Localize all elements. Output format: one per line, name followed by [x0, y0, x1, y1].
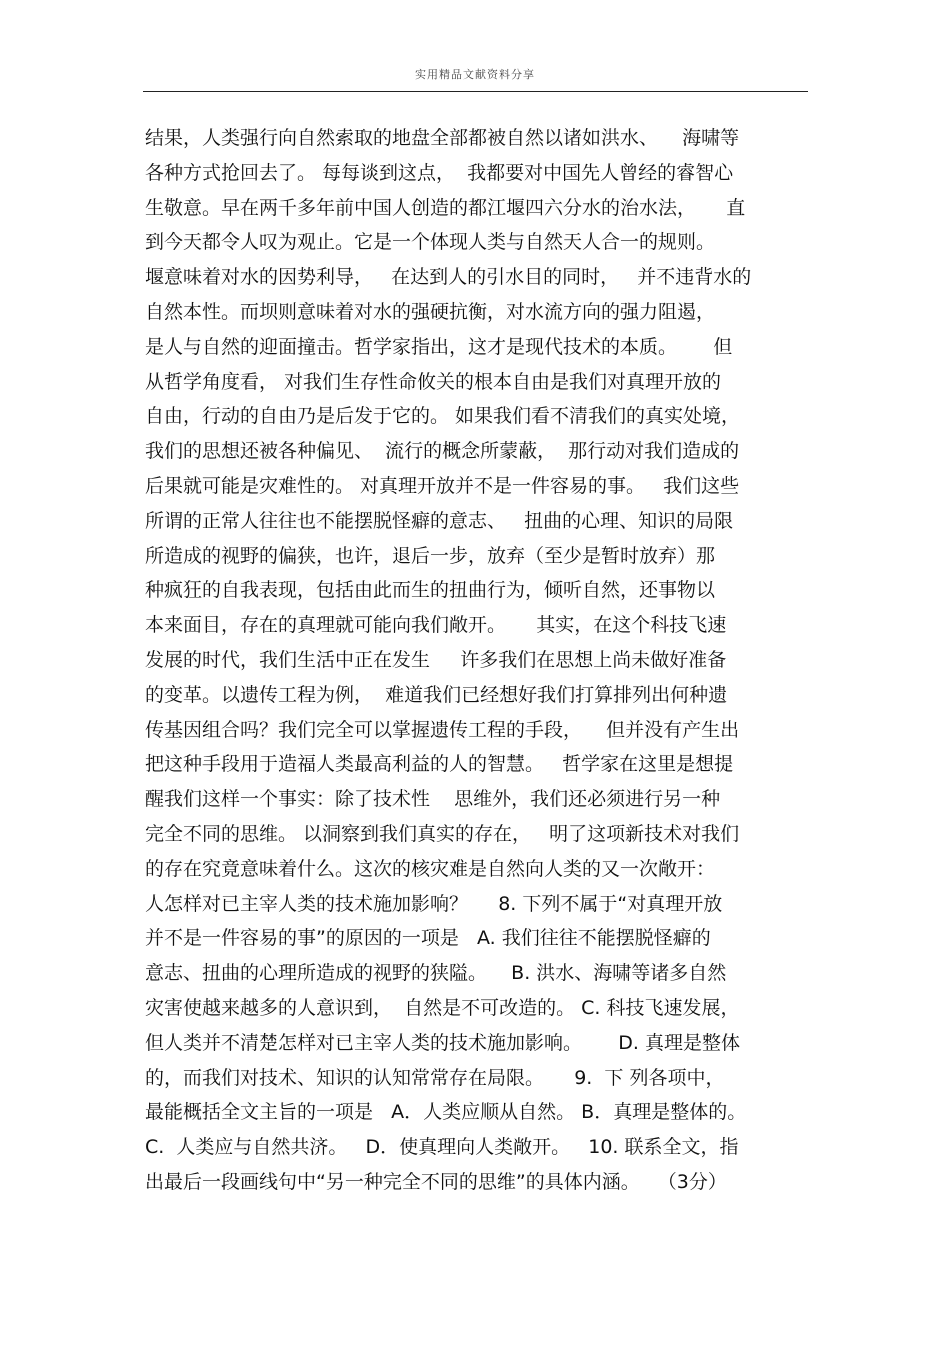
question-8-line: 人怎样对已主宰人类的技术施加影响？ 8. 下列不属于“对真理开放 — [145, 892, 723, 915]
text-line: 醒我们这样一个事实：除了技术性 思维外，我们还必须进行另一种 — [145, 788, 721, 811]
question-9-line: 最能概括全文主旨的一项是 A．人类应顺从自然。 B．真理是整体的。 — [145, 1101, 747, 1124]
header-divider — [143, 91, 808, 92]
text-line: 的变革。以遗传工程为例， 难道我们已经想好我们打算排列出何种遗 — [145, 683, 728, 706]
text-line: 本来面目，存在的真理就可能向我们敞开。 其实，在这个科技飞速 — [145, 614, 727, 637]
text-line: 是人与自然的迎面撞击。哲学家指出，这才是现代技术的本质。 但 — [145, 335, 733, 358]
document-body — [145, 121, 810, 1200]
question-9-line: 的，而我们对技术、知识的认知常常存在局限。 9. 下 列各项中， — [145, 1066, 725, 1089]
text-line: 所谓的正常人往往也不能摆脱怪癖的意志、 扭曲的心理、知识的局限 — [145, 509, 734, 532]
text-line: 把这种手段用于造福人类最高利益的人的智慧。 哲学家在这里是想提 — [145, 753, 734, 776]
text-line: 后果就可能是灾难性的。 对真理开放并不是一件容易的事。 我们这些 — [145, 474, 740, 497]
question-8-line: 意志、扭曲的心理所造成的视野的狭隘。 B. 洪水、海啸等诸多自然 — [145, 962, 727, 985]
page-header-title: 实用精品文献资料分享 — [415, 68, 535, 81]
text-line: 所造成的视野的偏狭，也许，退后一步，放弃（至少是暂时放弃）那 — [145, 544, 716, 567]
text-line: 生敬意。早在两千多年前中国人创造的都江堰四六分水的治水法， 直 — [145, 196, 746, 219]
text-line: 我们的思想还被各种偏见、 流行的概念所蒙蔽， 那行动对我们造成的 — [145, 440, 740, 463]
text-line: 自由，行动的自由乃是后发于它的。 如果我们看不清我们的真实处境， — [145, 405, 741, 428]
question-10-line: C. 人类应与自然共济。 D．使真理向人类敞开。 10. 联系全文，指 — [145, 1136, 739, 1159]
text-line: 的存在究竟意味着什么。这次的核灾难是自然向人类的又一次敞开： — [145, 857, 716, 880]
question-8-line: 但人类并不清楚怎样对已主宰人类的技术施加影响。 D. 真理是整体 — [145, 1031, 740, 1054]
text-line: 各种方式抢回去了。 每每谈到这点， 我都要对中国先人曾经的睿智心 — [145, 161, 734, 184]
text-line: 发展的时代，我们生活中正在发生 许多我们在思想上尚未做好准备 — [145, 648, 727, 671]
question-8-line: 灾害使越来越多的人意识到， 自然是不可改造的。 C. 科技飞速发展， — [145, 996, 740, 1019]
question-8-line: 并不是一件容易的事”的原因的一项是 A. 我们往往不能摆脱怪癖的 — [145, 927, 711, 950]
text-line: 结果，人类强行向自然索取的地盘全部都被自然以诸如洪水、 海啸等 — [145, 127, 740, 149]
question-10-line: 出最后一段画线句中“另一种完全不同的思维”的具体内涵。 （3分） — [145, 1170, 727, 1193]
text-line: 完全不同的思维。 以洞察到我们真实的存在， 明了这项新技术对我们 — [145, 822, 740, 845]
text-line: 种疯狂的自我表现，包括由此而生的扭曲行为，倾听自然，还事物以 — [145, 579, 716, 602]
text-line: 从哲学角度看， 对我们生存性命攸关的根本自由是我们对真理开放的 — [145, 370, 722, 393]
text-line: 自然本性。而坝则意味着对水的强硬抗衡，对水流方向的强力阻遏， — [145, 300, 716, 323]
text-line: 传基因组合吗？我们完全可以掌握遗传工程的手段， 但并没有产生出 — [145, 718, 740, 741]
text-line: 堰意味着对水的因势利导， 在达到人的引水目的同时， 并不违背水的 — [145, 266, 752, 289]
text-line: 到今天都令人叹为观止。它是一个体现人类与自然天人合一的规则。 — [145, 231, 716, 254]
